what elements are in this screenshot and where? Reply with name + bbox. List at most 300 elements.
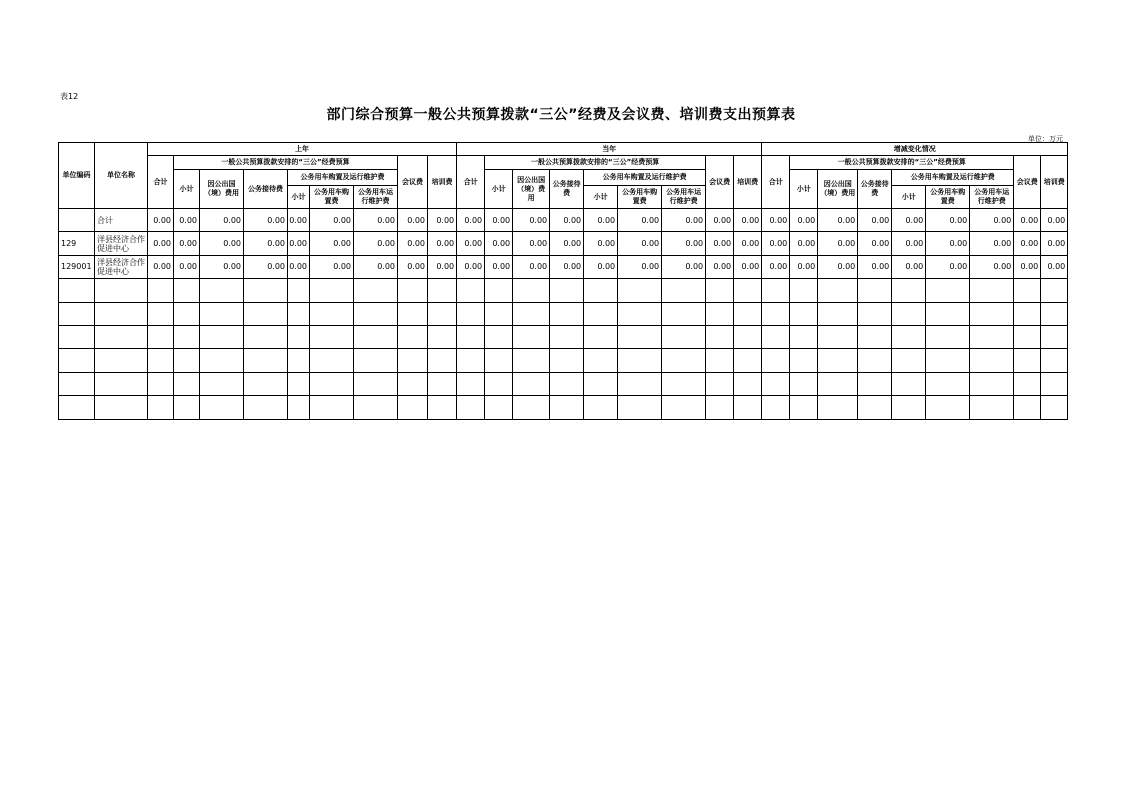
header-vehicle-maintenance: 公务用车运行维护费 xyxy=(354,186,398,209)
row-value-cell: 0.00 xyxy=(970,255,1014,278)
empty-cell xyxy=(858,349,892,372)
empty-cell xyxy=(818,279,858,302)
row-value-cell: 0.00 xyxy=(485,232,513,255)
row-value-cell: 0.00 xyxy=(550,209,584,232)
empty-cell xyxy=(734,396,762,419)
empty-cell xyxy=(1014,396,1041,419)
empty-cell xyxy=(513,372,550,395)
row-value-cell: 0.00 xyxy=(513,255,550,278)
table-row xyxy=(59,232,1068,255)
row-value-cell: 0.00 xyxy=(148,232,174,255)
row-value-cell: 0.00 xyxy=(892,255,926,278)
row-value-cell: 0.00 xyxy=(790,209,818,232)
empty-cell xyxy=(457,372,485,395)
row-value-cell: 0.00 xyxy=(584,209,618,232)
row-value-cell: 0.00 xyxy=(288,232,310,255)
header-sangong-budget: 一般公共预算拨款安排的“三公”经费预算 xyxy=(174,156,398,170)
header-vehicle-purchase: 公务用车购置费 xyxy=(618,186,662,209)
empty-cell xyxy=(550,279,584,302)
empty-cell xyxy=(892,279,926,302)
empty-cell xyxy=(457,349,485,372)
empty-cell xyxy=(926,325,970,348)
empty-cell xyxy=(354,396,398,419)
empty-cell xyxy=(398,372,428,395)
empty-cell xyxy=(970,302,1014,325)
empty-cell xyxy=(762,349,790,372)
empty-cell xyxy=(892,396,926,419)
empty-row xyxy=(59,372,1068,395)
empty-cell xyxy=(398,349,428,372)
empty-cell xyxy=(174,279,200,302)
row-value-cell: 0.00 xyxy=(354,255,398,278)
empty-cell xyxy=(95,349,148,372)
empty-cell xyxy=(618,396,662,419)
row-value-cell: 0.00 xyxy=(762,209,790,232)
header-total: 合计 xyxy=(762,156,790,209)
row-unit-name: 洋县经济合作促进中心 xyxy=(95,255,148,278)
empty-cell xyxy=(200,372,244,395)
empty-cell xyxy=(1041,302,1068,325)
empty-cell xyxy=(584,279,618,302)
row-value-cell: 0.00 xyxy=(398,255,428,278)
header-vehicle-subtotal: 小计 xyxy=(584,186,618,209)
empty-cell xyxy=(200,349,244,372)
empty-cell xyxy=(970,372,1014,395)
header-vehicle-subtotal: 小计 xyxy=(288,186,310,209)
row-value-cell: 0.00 xyxy=(858,232,892,255)
empty-cell xyxy=(734,325,762,348)
empty-cell xyxy=(970,396,1014,419)
empty-cell xyxy=(244,302,288,325)
row-value-cell: 0.00 xyxy=(485,255,513,278)
empty-cell xyxy=(200,325,244,348)
empty-cell xyxy=(398,279,428,302)
empty-cell xyxy=(354,279,398,302)
empty-cell xyxy=(1014,302,1041,325)
header-total: 合计 xyxy=(457,156,485,209)
header-vehicle-fee: 公务用车购置及运行维护费 xyxy=(584,170,706,186)
row-value-cell: 0.00 xyxy=(200,232,244,255)
row-value-cell: 0.00 xyxy=(310,232,354,255)
row-value-cell: 0.00 xyxy=(288,209,310,232)
row-value-cell: 0.00 xyxy=(1041,255,1068,278)
empty-row xyxy=(59,279,1068,302)
empty-cell xyxy=(892,372,926,395)
empty-cell xyxy=(485,372,513,395)
row-value-cell: 0.00 xyxy=(818,232,858,255)
row-value-cell: 0.00 xyxy=(354,232,398,255)
row-value-cell: 0.00 xyxy=(618,209,662,232)
row-value-cell: 0.00 xyxy=(584,255,618,278)
row-value-cell: 0.00 xyxy=(892,232,926,255)
empty-cell xyxy=(244,372,288,395)
empty-cell xyxy=(858,279,892,302)
row-value-cell: 0.00 xyxy=(662,209,706,232)
empty-cell xyxy=(892,349,926,372)
empty-cell xyxy=(148,279,174,302)
empty-cell xyxy=(310,349,354,372)
table-row xyxy=(59,209,1068,232)
row-value-cell: 0.00 xyxy=(200,255,244,278)
row-value-cell: 0.00 xyxy=(398,209,428,232)
empty-cell xyxy=(457,396,485,419)
row-value-cell: 0.00 xyxy=(457,232,485,255)
empty-cell xyxy=(95,372,148,395)
row-value-cell: 0.00 xyxy=(1014,255,1041,278)
empty-cell xyxy=(926,349,970,372)
budget-table xyxy=(58,142,1068,420)
row-value-cell: 0.00 xyxy=(550,255,584,278)
empty-cell xyxy=(485,325,513,348)
header-vehicle-subtotal: 小计 xyxy=(892,186,926,209)
row-value-cell: 0.00 xyxy=(1014,209,1041,232)
empty-row xyxy=(59,325,1068,348)
empty-cell xyxy=(428,302,457,325)
row-value-cell: 0.00 xyxy=(310,209,354,232)
empty-cell xyxy=(970,279,1014,302)
empty-cell xyxy=(858,325,892,348)
row-value-cell: 0.00 xyxy=(244,209,288,232)
empty-cell xyxy=(1041,372,1068,395)
empty-row xyxy=(59,349,1068,372)
row-value-cell: 0.00 xyxy=(618,255,662,278)
header-vehicle-maintenance: 公务用车运行维护费 xyxy=(662,186,706,209)
empty-cell xyxy=(762,372,790,395)
empty-cell xyxy=(618,279,662,302)
row-value-cell: 0.00 xyxy=(288,255,310,278)
empty-cell xyxy=(706,349,734,372)
empty-cell xyxy=(706,372,734,395)
empty-cell xyxy=(288,349,310,372)
header-abroad-fee: 因公出国（境）费用 xyxy=(818,170,858,209)
empty-cell xyxy=(354,349,398,372)
row-value-cell: 0.00 xyxy=(734,255,762,278)
empty-row xyxy=(59,302,1068,325)
empty-cell xyxy=(818,325,858,348)
empty-cell xyxy=(513,325,550,348)
header-group-current-year: 当年 xyxy=(457,143,762,156)
empty-cell xyxy=(762,396,790,419)
document-title: 部门综合预算一般公共预算拨款“三公”经费及会议费、培训费支出预算表 xyxy=(326,107,796,123)
empty-cell xyxy=(59,396,95,419)
empty-cell xyxy=(818,396,858,419)
empty-cell xyxy=(550,325,584,348)
header-reception-fee: 公务接待费 xyxy=(858,170,892,209)
empty-cell xyxy=(244,325,288,348)
row-value-cell: 0.00 xyxy=(706,209,734,232)
empty-cell xyxy=(970,349,1014,372)
empty-cell xyxy=(354,325,398,348)
empty-row xyxy=(59,396,1068,419)
empty-cell xyxy=(485,302,513,325)
header-group-change: 增减变化情况 xyxy=(762,143,1068,156)
empty-cell xyxy=(513,302,550,325)
empty-cell xyxy=(584,349,618,372)
row-value-cell: 0.00 xyxy=(174,209,200,232)
unit-label: 单位：万元 xyxy=(1028,135,1063,143)
empty-cell xyxy=(762,325,790,348)
row-value-cell: 0.00 xyxy=(706,232,734,255)
header-subtotal: 小计 xyxy=(485,170,513,209)
empty-cell xyxy=(398,325,428,348)
empty-cell xyxy=(818,349,858,372)
empty-cell xyxy=(398,302,428,325)
row-value-cell: 0.00 xyxy=(428,255,457,278)
row-value-cell: 0.00 xyxy=(1014,232,1041,255)
row-value-cell: 0.00 xyxy=(662,232,706,255)
row-value-cell: 0.00 xyxy=(734,232,762,255)
row-value-cell: 0.00 xyxy=(790,255,818,278)
empty-cell xyxy=(1041,325,1068,348)
empty-cell xyxy=(148,302,174,325)
empty-cell xyxy=(790,325,818,348)
row-value-cell: 0.00 xyxy=(428,209,457,232)
empty-cell xyxy=(310,372,354,395)
empty-cell xyxy=(584,372,618,395)
empty-cell xyxy=(174,372,200,395)
empty-cell xyxy=(457,302,485,325)
row-value-cell: 0.00 xyxy=(310,255,354,278)
empty-cell xyxy=(485,279,513,302)
row-value-cell: 0.00 xyxy=(244,255,288,278)
empty-cell xyxy=(174,325,200,348)
header-subtotal: 小计 xyxy=(790,170,818,209)
header-training-fee: 培训费 xyxy=(428,156,457,209)
empty-cell xyxy=(790,279,818,302)
row-value-cell: 0.00 xyxy=(174,232,200,255)
empty-cell xyxy=(95,279,148,302)
empty-cell xyxy=(174,302,200,325)
header-unit-name: 单位名称 xyxy=(95,143,148,209)
empty-cell xyxy=(662,279,706,302)
row-value-cell: 0.00 xyxy=(892,209,926,232)
empty-cell xyxy=(662,325,706,348)
header-training-fee: 培训费 xyxy=(734,156,762,209)
empty-cell xyxy=(790,349,818,372)
row-value-cell: 0.00 xyxy=(148,255,174,278)
empty-cell xyxy=(706,325,734,348)
row-value-cell: 0.00 xyxy=(734,209,762,232)
empty-cell xyxy=(926,396,970,419)
row-value-cell: 0.00 xyxy=(762,232,790,255)
table-number: 表12 xyxy=(60,92,79,101)
empty-cell xyxy=(892,325,926,348)
empty-cell xyxy=(1041,396,1068,419)
empty-cell xyxy=(428,279,457,302)
row-value-cell: 0.00 xyxy=(354,209,398,232)
empty-cell xyxy=(174,396,200,419)
row-value-cell: 0.00 xyxy=(513,209,550,232)
header-training-fee: 培训费 xyxy=(1041,156,1068,209)
empty-cell xyxy=(858,302,892,325)
empty-cell xyxy=(148,325,174,348)
empty-cell xyxy=(926,302,970,325)
empty-cell xyxy=(200,279,244,302)
empty-cell xyxy=(926,372,970,395)
empty-cell xyxy=(790,372,818,395)
empty-cell xyxy=(148,349,174,372)
empty-cell xyxy=(818,372,858,395)
empty-cell xyxy=(59,325,95,348)
header-vehicle-fee: 公务用车购置及运行维护费 xyxy=(288,170,398,186)
row-value-cell: 0.00 xyxy=(398,232,428,255)
table-row xyxy=(59,255,1068,278)
header-reception-fee: 公务接待费 xyxy=(550,170,584,209)
empty-cell xyxy=(513,349,550,372)
empty-cell xyxy=(734,302,762,325)
row-value-cell: 0.00 xyxy=(858,255,892,278)
row-value-cell: 0.00 xyxy=(148,209,174,232)
empty-cell xyxy=(1041,279,1068,302)
header-vehicle-fee: 公务用车购置及运行维护费 xyxy=(892,170,1014,186)
empty-cell xyxy=(858,396,892,419)
empty-cell xyxy=(310,279,354,302)
header-vehicle-purchase: 公务用车购置费 xyxy=(310,186,354,209)
empty-cell xyxy=(428,325,457,348)
row-value-cell: 0.00 xyxy=(970,209,1014,232)
row-value-cell: 0.00 xyxy=(970,232,1014,255)
empty-cell xyxy=(618,302,662,325)
empty-cell xyxy=(706,396,734,419)
row-value-cell: 0.00 xyxy=(818,209,858,232)
row-value-cell: 0.00 xyxy=(584,232,618,255)
empty-cell xyxy=(662,349,706,372)
row-unit-code: 129001 xyxy=(59,255,95,278)
empty-cell xyxy=(288,302,310,325)
row-value-cell: 0.00 xyxy=(428,232,457,255)
header-meeting-fee: 会议费 xyxy=(1014,156,1041,209)
row-value-cell: 0.00 xyxy=(706,255,734,278)
empty-cell xyxy=(174,349,200,372)
header-vehicle-maintenance: 公务用车运行维护费 xyxy=(970,186,1014,209)
empty-cell xyxy=(762,302,790,325)
empty-cell xyxy=(584,325,618,348)
empty-cell xyxy=(926,279,970,302)
row-unit-code xyxy=(59,209,95,232)
empty-cell xyxy=(59,372,95,395)
empty-cell xyxy=(288,325,310,348)
row-value-cell: 0.00 xyxy=(790,232,818,255)
empty-cell xyxy=(310,396,354,419)
empty-cell xyxy=(584,302,618,325)
empty-cell xyxy=(1014,349,1041,372)
empty-cell xyxy=(734,279,762,302)
empty-cell xyxy=(310,302,354,325)
empty-cell xyxy=(513,396,550,419)
empty-cell xyxy=(200,302,244,325)
empty-cell xyxy=(288,372,310,395)
header-total: 合计 xyxy=(148,156,174,209)
row-value-cell: 0.00 xyxy=(926,209,970,232)
empty-cell xyxy=(1014,325,1041,348)
empty-cell xyxy=(428,396,457,419)
empty-cell xyxy=(970,325,1014,348)
header-vehicle-purchase: 公务用车购置费 xyxy=(926,186,970,209)
empty-cell xyxy=(790,396,818,419)
empty-cell xyxy=(513,279,550,302)
empty-cell xyxy=(550,302,584,325)
empty-cell xyxy=(858,372,892,395)
row-value-cell: 0.00 xyxy=(244,232,288,255)
empty-cell xyxy=(662,302,706,325)
header-group-prev-year: 上年 xyxy=(148,143,457,156)
empty-cell xyxy=(550,372,584,395)
empty-cell xyxy=(200,396,244,419)
empty-cell xyxy=(244,279,288,302)
row-value-cell: 0.00 xyxy=(926,232,970,255)
empty-cell xyxy=(662,372,706,395)
row-unit-code: 129 xyxy=(59,232,95,255)
empty-cell xyxy=(244,396,288,419)
empty-cell xyxy=(662,396,706,419)
empty-cell xyxy=(892,302,926,325)
empty-cell xyxy=(59,349,95,372)
empty-cell xyxy=(734,372,762,395)
row-value-cell: 0.00 xyxy=(926,255,970,278)
empty-cell xyxy=(95,325,148,348)
empty-cell xyxy=(457,279,485,302)
empty-cell xyxy=(734,349,762,372)
empty-cell xyxy=(354,302,398,325)
header-abroad-fee: 因公出国（境）费用 xyxy=(200,170,244,209)
empty-cell xyxy=(428,349,457,372)
empty-cell xyxy=(59,302,95,325)
empty-cell xyxy=(1014,279,1041,302)
empty-cell xyxy=(148,372,174,395)
row-value-cell: 0.00 xyxy=(174,255,200,278)
header-meeting-fee: 会议费 xyxy=(398,156,428,209)
row-value-cell: 0.00 xyxy=(457,209,485,232)
empty-cell xyxy=(59,279,95,302)
header-sangong-budget: 一般公共预算拨款安排的“三公”经费预算 xyxy=(485,156,706,170)
empty-cell xyxy=(584,396,618,419)
row-value-cell: 0.00 xyxy=(457,255,485,278)
empty-cell xyxy=(485,396,513,419)
empty-cell xyxy=(618,372,662,395)
empty-cell xyxy=(485,349,513,372)
empty-cell xyxy=(457,325,485,348)
row-unit-name: 洋县经济合作促进中心 xyxy=(95,232,148,255)
row-value-cell: 0.00 xyxy=(662,255,706,278)
empty-cell xyxy=(618,349,662,372)
header-sangong-budget: 一般公共预算拨款安排的“三公”经费预算 xyxy=(790,156,1014,170)
empty-cell xyxy=(550,349,584,372)
empty-cell xyxy=(762,279,790,302)
row-value-cell: 0.00 xyxy=(618,232,662,255)
row-value-cell: 0.00 xyxy=(1041,232,1068,255)
row-value-cell: 0.00 xyxy=(200,209,244,232)
empty-cell xyxy=(1014,372,1041,395)
header-unit-code: 单位编码 xyxy=(59,143,95,209)
row-value-cell: 0.00 xyxy=(762,255,790,278)
empty-cell xyxy=(148,396,174,419)
empty-cell xyxy=(288,279,310,302)
empty-cell xyxy=(244,349,288,372)
empty-cell xyxy=(1041,349,1068,372)
row-value-cell: 0.00 xyxy=(818,255,858,278)
empty-cell xyxy=(288,396,310,419)
empty-cell xyxy=(95,302,148,325)
empty-cell xyxy=(428,372,457,395)
empty-cell xyxy=(706,302,734,325)
header-reception-fee: 公务接待费 xyxy=(244,170,288,209)
header-subtotal: 小计 xyxy=(174,170,200,209)
row-value-cell: 0.00 xyxy=(550,232,584,255)
empty-cell xyxy=(95,396,148,419)
row-value-cell: 0.00 xyxy=(858,209,892,232)
empty-cell xyxy=(790,302,818,325)
header-abroad-fee: 因公出国（境）费用 xyxy=(513,170,550,209)
